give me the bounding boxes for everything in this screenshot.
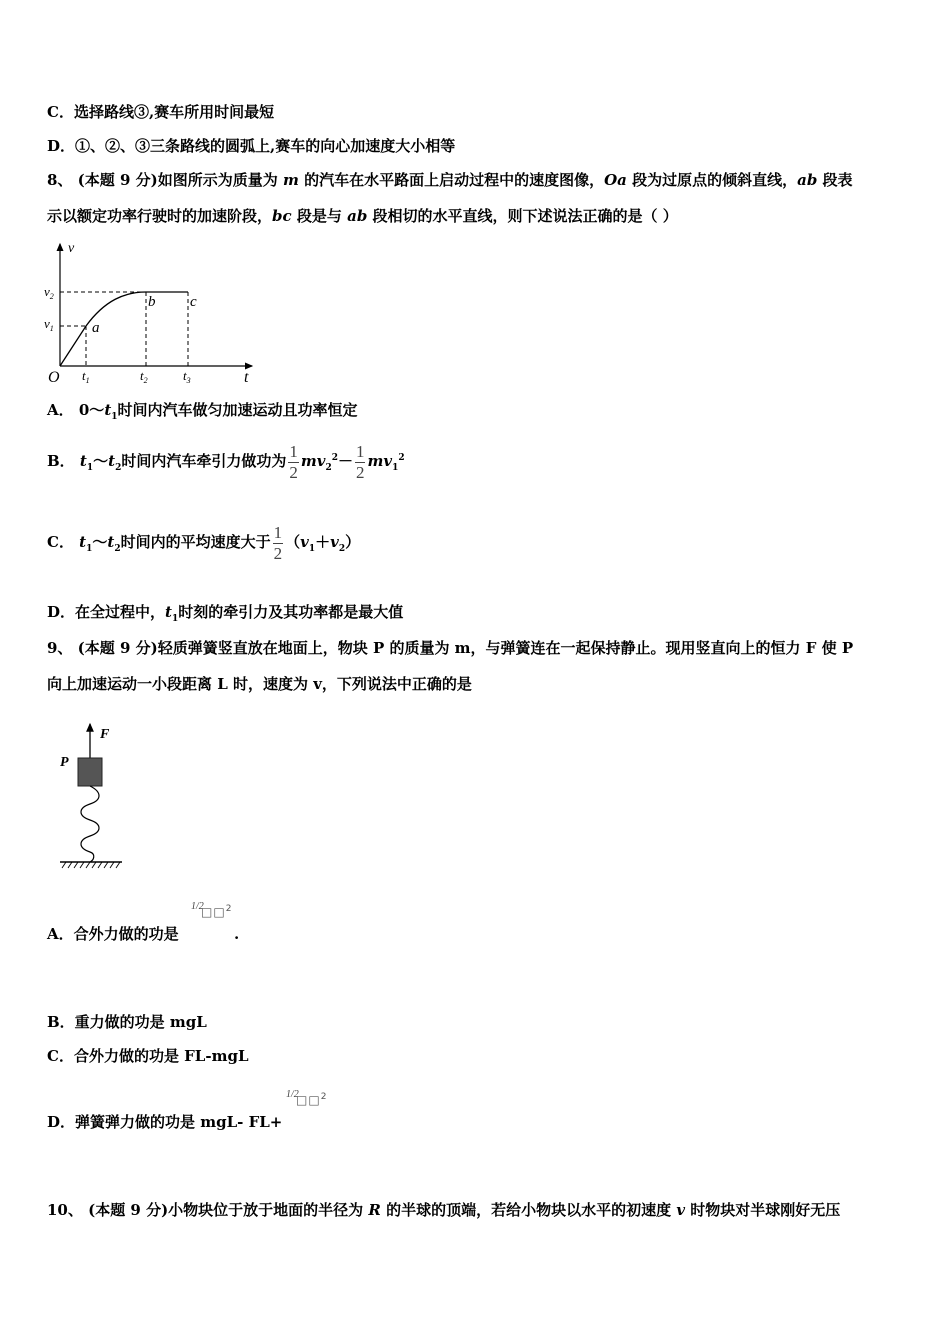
ground-hatch [62, 862, 120, 868]
q10-stem: 10、 (本题 9 分)小物块位于放于地面的半径为 R 的半球的顶端，若给小物块以水平的初速度 v 时物块对半球刚好无压 [47, 1201, 841, 1219]
v-axis-label: v [68, 241, 75, 256]
velocity-curve [60, 292, 188, 366]
v1-label: $v_1$ [44, 316, 54, 333]
q9-option-c: C．合外力做的功是 FL-mgL [47, 1047, 249, 1065]
q9-option-a: A．合外力做的功是 [47, 925, 179, 943]
fraction-half: $\frac{1}{2}$ [355, 441, 365, 482]
q9-spring-figure [50, 718, 140, 878]
origin-label: O [48, 369, 60, 386]
t2-label: $t_2$ [140, 368, 148, 385]
t-axis-label: t [244, 369, 249, 386]
q9-stem-line1: 9、 (本题 9 分)轻质弹簧竖直放在地面上，物块 P 的质量为 m，与弹簧连在一起保持静止。现用竖直向上的恒力 F 使 P [47, 639, 854, 657]
q9-stem-line2: 向上加速运动一小段距离 L 时，速度为 v，下列说法中正确的是 [47, 675, 472, 693]
spring [81, 786, 99, 862]
q7-option-c: C．选择路线③,赛车所用时间最短 [47, 103, 275, 121]
q8-vt-graph [40, 236, 270, 388]
t3-label: $t_3$ [183, 368, 191, 385]
point-c-label: c [190, 294, 197, 310]
q8-stem-line1: 8、 (本题 9 分)如图所示为质量为 m 的汽车在水平路面上启动过程中的速度图像，Oa 段为过原点的倾斜直线，ab 段表 [47, 171, 853, 189]
q9-option-d: D．弹簧弹力做的功是 mgL- FL+ [47, 1113, 283, 1131]
q9-a-missing-glyphs: □□$^2$ [201, 904, 233, 919]
q9-option-b: B．重力做的功是 mgL [47, 1013, 207, 1031]
q9-a-fraction: 1/2 [191, 901, 204, 912]
q7-option-d: D．①、②、③三条路线的圆弧上,赛车的向心加速度大小相等 [47, 137, 456, 155]
block-p [78, 758, 102, 786]
block-label: P [60, 755, 69, 770]
fraction-half: $\frac{1}{2}$ [289, 441, 298, 482]
q8-option-b: B． $t_1\sim t_2$时间内汽车牵引力做功为 $\frac{1}{2}$ $mv_2^2-$ $\frac{1}{2}$ $mv_1^2$ [47, 441, 405, 482]
q9-a-period: . [234, 925, 240, 943]
q8-option-a: A． $0\sim t_1$时间内汽车做匀加速运动且功率恒定 [47, 401, 358, 422]
fraction-half: $\frac{1}{2}$ [273, 522, 283, 563]
q9-d-missing-glyphs: □□$^2$ [296, 1092, 328, 1107]
q8-stem-line2: 示以额定功率行驶时的加速阶段，bc 段是与 ab 段相切的水平直线，则下述说法正确的是（ ） [47, 207, 678, 225]
t1-label: $t_1$ [82, 368, 90, 385]
v2-label: $v_2$ [44, 284, 54, 301]
q8-option-d: D．在全过程中，$t_1$时刻的牵引力及其功率都是最大值 [47, 603, 404, 624]
force-label: F [100, 727, 110, 742]
q8-option-c: C． $t_1\sim t_2$时间内的平均速度大于 $\frac{1}{2}$ $(v_1+v_2)$ [47, 522, 361, 563]
point-a-label: a [92, 320, 100, 336]
q9-d-fraction: 1/2 [286, 1089, 299, 1100]
point-b-label: b [148, 294, 156, 310]
